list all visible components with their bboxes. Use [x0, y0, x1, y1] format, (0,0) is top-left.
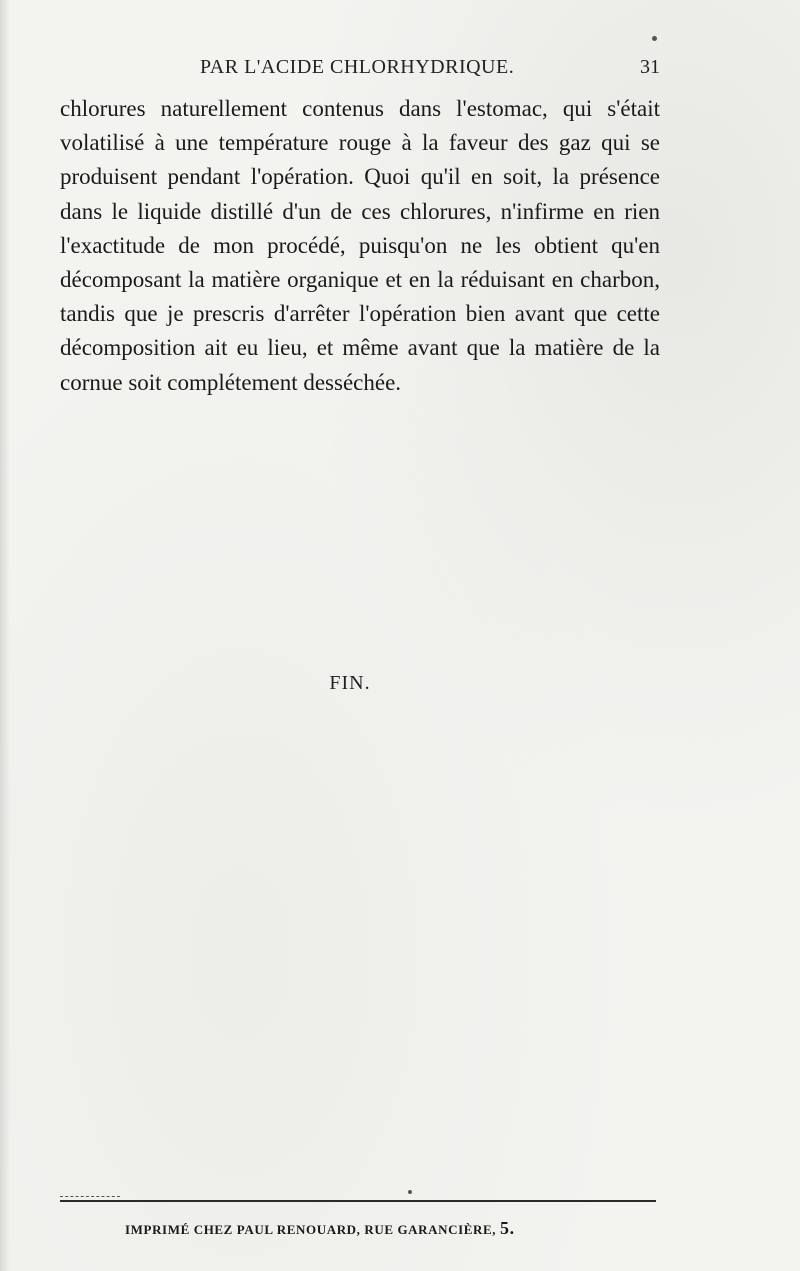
printer-imprint — [125, 1218, 665, 1239]
footer-rule — [60, 1200, 656, 1202]
imprint-text: IMPRIMÉ CHEZ PAUL RENOUARD, RUE GARANCIÈRE, — [125, 1222, 497, 1237]
body-paragraph: chlorures naturellement contenus dans l'estomac, qui s'était volatilisé à une température rouge à la faveur des gaz qui se produisent pendant l'opération. Quoi qu'il en soit, la présence dans le liquide distillé d'un de ces chlorures, n'infirme en rien l'exactitude de mon procédé, puisqu'on ne les obtient qu'en décomposant la matière organique et en la réduisant en charbon, tandis que je prescris d'arrêter l'opération bien avant que cette décomposition ait eu lieu, et même avant que la matière de la cornue soit complétement desséchée. — [60, 96, 660, 395]
page-number: 31 — [640, 56, 660, 78]
footer-rule-dash — [60, 1196, 120, 1197]
imprint-number: 5. — [500, 1218, 515, 1238]
running-title: PAR L'ACIDE CHLORHYDRIQUE. — [200, 56, 515, 78]
page-edge-shadow — [0, 0, 10, 1271]
ink-speck — [652, 36, 657, 41]
ink-speck — [408, 1190, 412, 1194]
end-mark: FIN. — [329, 672, 371, 694]
running-head — [60, 52, 660, 82]
